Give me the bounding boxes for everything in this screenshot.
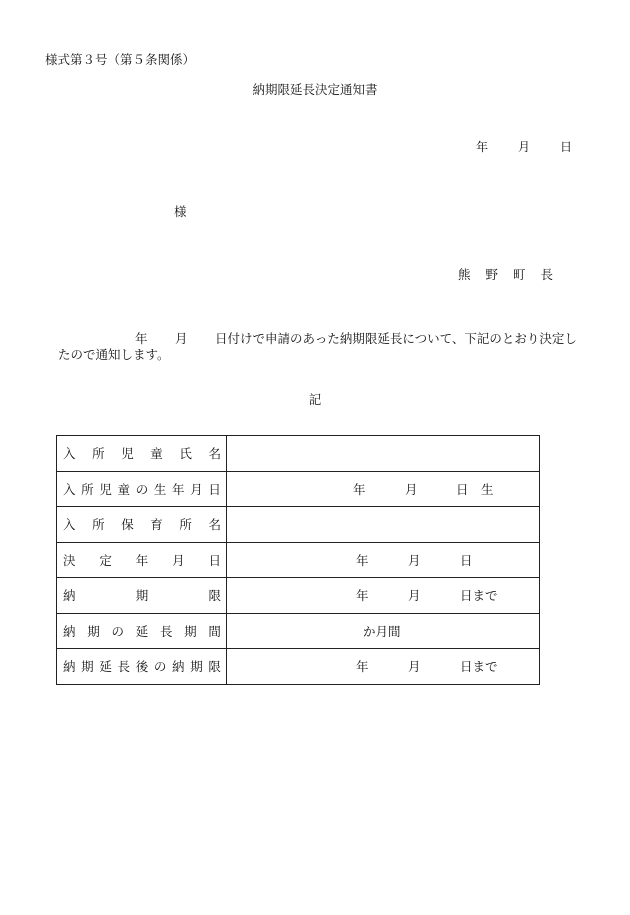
new-due-year-label: 年 (356, 659, 369, 675)
table-row-nursery-name (57, 507, 540, 543)
value-cell-decision-date[interactable] (227, 542, 540, 578)
addressee-honorific: 様 (174, 204, 187, 219)
row-label-new-due-date: 納 期 延 長 後 の 納 期 限 (63, 659, 221, 675)
value-cell-nursery-name[interactable] (227, 507, 540, 543)
birth-suffix-label: 生 (481, 481, 494, 497)
decision-day-label: 日 (460, 552, 473, 568)
table-row-child-name (57, 436, 540, 472)
issue-date (476, 138, 572, 155)
table-row-decision-date (57, 542, 540, 578)
label-cell (57, 436, 227, 472)
birth-month-label: 月 (405, 481, 418, 497)
new-due-day-label: 日まで (460, 659, 498, 675)
document-title: 納期限延長決定通知書 (252, 82, 378, 97)
due-month-label: 月 (408, 588, 421, 604)
date-month-label: 月 (518, 140, 531, 154)
table-row-birthdate (57, 471, 540, 507)
label-cell (57, 578, 227, 614)
value-cell-child-name[interactable] (227, 436, 540, 472)
ki-heading: 記 (308, 392, 322, 407)
date-day-label: 日 (560, 140, 573, 154)
new-due-month-label: 月 (408, 659, 421, 675)
label-cell (57, 649, 227, 685)
body-month-label: 月 (175, 331, 188, 346)
row-label-due-date: 納 期 限 (63, 588, 221, 604)
body-text-line-2: たので通知します。 (58, 347, 170, 362)
label-cell (57, 471, 227, 507)
table-row-extension-period (57, 613, 540, 649)
form-number: 様式第３号（第５条関係） (45, 52, 196, 67)
row-label-extension-period: 納 期 の 延 長 期 間 (63, 623, 221, 639)
decision-month-label: 月 (408, 552, 421, 568)
date-year-label: 年 (476, 140, 489, 154)
decision-year-label: 年 (356, 552, 369, 568)
label-cell (57, 542, 227, 578)
row-label-child-name: 入 所 児 童 氏 名 (63, 446, 221, 462)
label-cell (57, 507, 227, 543)
row-label-nursery-name: 入 所 保 育 所 名 (63, 517, 221, 533)
due-day-label: 日まで (460, 588, 498, 604)
row-label-birthdate: 入 所 児 童 の 生 年 月 日 (63, 481, 221, 497)
extension-months-label: か月間 (363, 623, 401, 639)
value-cell-birthdate[interactable] (227, 471, 540, 507)
table-row-new-due-date (57, 649, 540, 685)
body-text-rest: 日付けで申請のあった納期限延長について、下記のとおり決定し (215, 331, 577, 346)
value-cell-new-due-date[interactable] (227, 649, 540, 685)
body-year-label: 年 (135, 331, 148, 346)
table-row-due-date (57, 578, 540, 614)
birth-day-label: 日 (456, 481, 469, 497)
value-cell-due-date[interactable] (227, 578, 540, 614)
body-text-line-1 (135, 329, 577, 347)
birth-year-label: 年 (353, 481, 366, 497)
value-cell-extension-period[interactable] (227, 613, 540, 649)
due-year-label: 年 (356, 588, 369, 604)
detail-table (56, 435, 540, 685)
row-label-decision-date: 決 定 年 月 日 (63, 552, 221, 568)
label-cell (57, 613, 227, 649)
issuer-name: 熊 野 町 長 (458, 267, 563, 282)
